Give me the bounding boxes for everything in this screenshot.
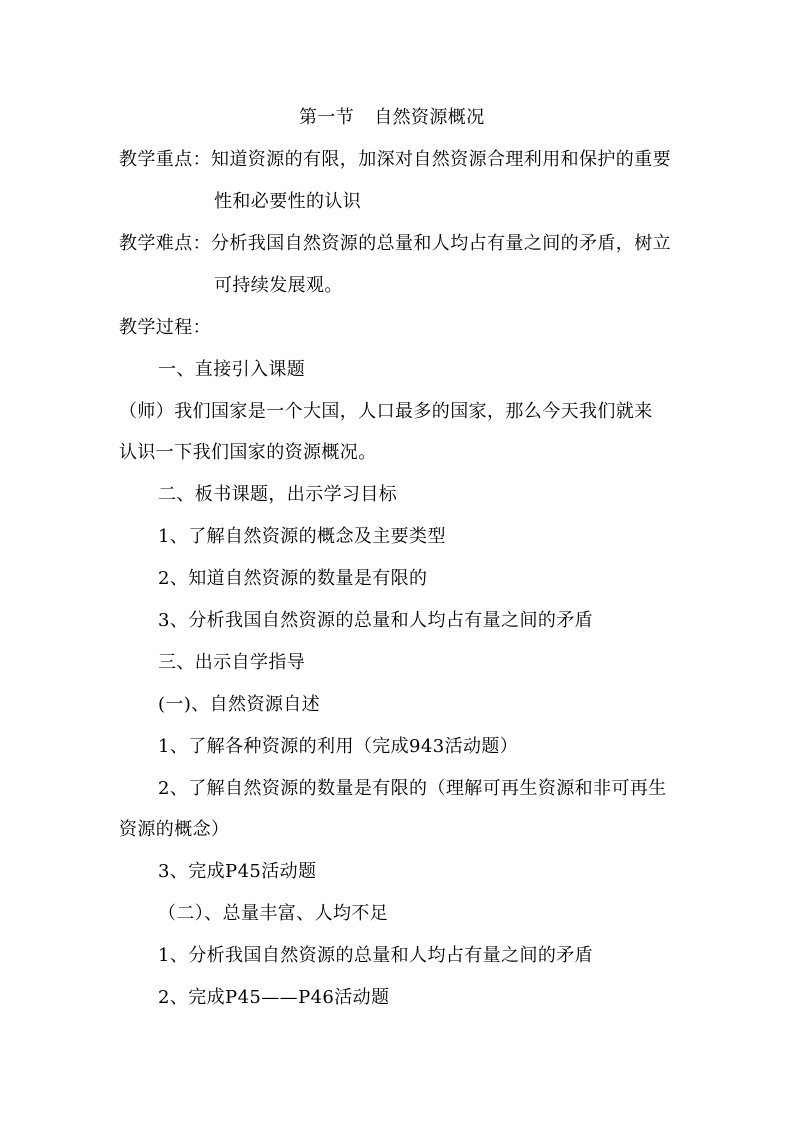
- teaching-difficulty-text: 分析我国自然资源的总量和人均占有量之间的矛盾，树立: [211, 233, 671, 254]
- section-1-paragraph-continuation: 认识一下我们国家的资源概况。: [119, 442, 377, 463]
- teaching-focus: [119, 148, 671, 172]
- teaching-process-heading: 教学过程：: [119, 317, 211, 338]
- subsection-2-item: 1、分析我国自然资源的总量和人均占有量之间的矛盾: [158, 945, 594, 966]
- goal-item: 1、了解自然资源的概念及主要类型: [158, 526, 446, 547]
- subsection-1-item-continuation: 资源的概念）: [119, 819, 230, 840]
- teaching-focus-text: 知道资源的有限，加深对自然资源合理利用和保护的重要: [211, 149, 671, 170]
- page-title: [299, 106, 485, 130]
- goal-item: 2、知道自然资源的数量是有限的: [158, 568, 428, 589]
- title-topic: 自然资源概况: [374, 107, 485, 128]
- subsection-2-heading: （二）、总量丰富、人均不足: [158, 903, 389, 924]
- teaching-focus-continuation: 性和必要性的认识: [214, 191, 362, 212]
- teaching-difficulty-label: 教学难点：: [119, 233, 211, 254]
- section-1-heading: 一、直接引入课题: [158, 359, 306, 380]
- section-1-paragraph: （师）我们国家是一个大国，人口最多的国家，那么今天我们就来: [119, 401, 653, 422]
- subsection-1-item: 1、了解各种资源的利用（完成943活动题）: [158, 736, 519, 757]
- teaching-focus-label: 教学重点：: [119, 149, 211, 170]
- section-3-heading: 三、出示自学指导: [158, 652, 306, 673]
- subsection-1-item: 3、完成P45活动题: [158, 861, 317, 882]
- subsection-1-heading: (一)、自然资源自述: [158, 694, 321, 715]
- subsection-1-item: 2、了解自然资源的数量是有限的（理解可再生资源和非可再生: [158, 778, 667, 799]
- subsection-2-item: 2、完成P45——P46活动题: [158, 987, 390, 1008]
- teaching-difficulty: [119, 232, 671, 256]
- title-section-number: 第一节: [299, 107, 355, 128]
- section-2-heading: 二、板书课题，出示学习目标: [158, 484, 398, 505]
- goal-item: 3、分析我国自然资源的总量和人均占有量之间的矛盾: [158, 610, 594, 631]
- teaching-difficulty-continuation: 可持续发展观。: [214, 275, 343, 296]
